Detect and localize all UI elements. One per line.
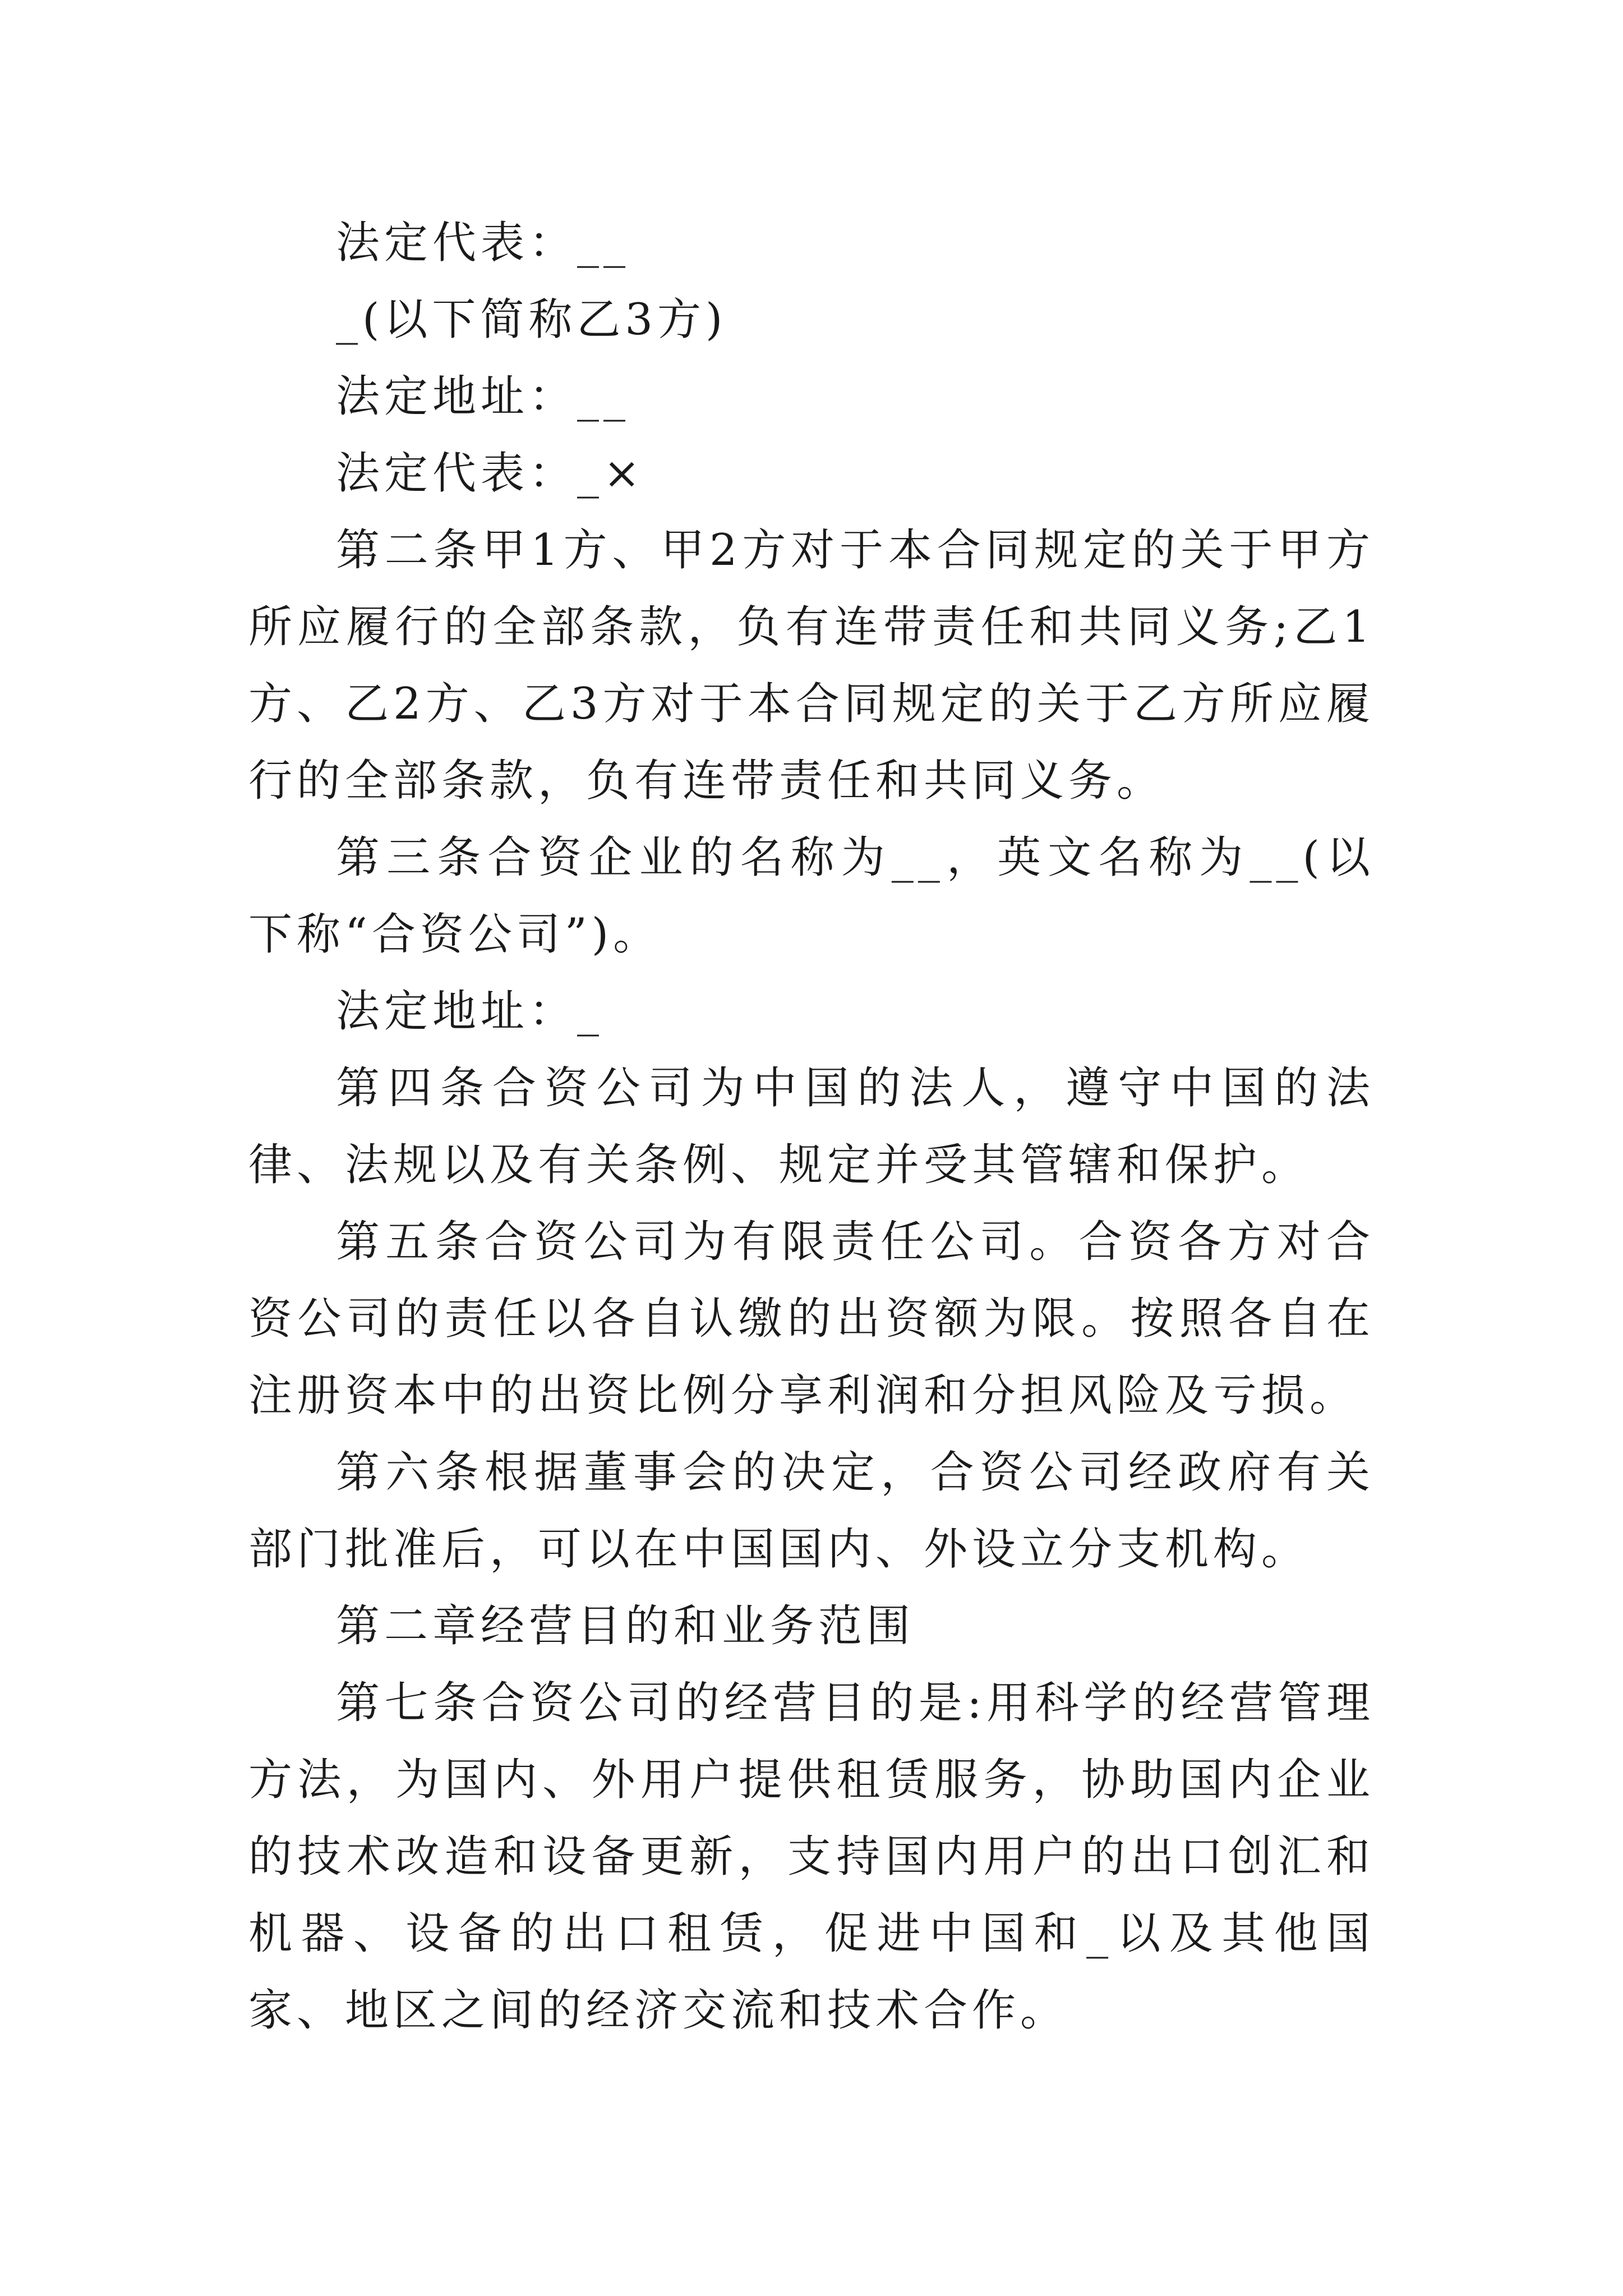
chapter-heading: 第二章经营目的和业务范围 [336,1601,915,1651]
paragraph-legal-representative-2: 法定代表：_× [336,448,645,499]
document-body [248,205,1375,2049]
paragraph-legal-representative: 法定代表：__ [336,218,630,268]
paragraph-article-2: 第二条甲1方、甲2方对于本合同规定的关于甲方所应履行的全部条款，负有连带责任和共同义务;乙1方、乙2方、乙3方对于本合同规定的关于乙方所应履行的全部条款，负有连带责任和共同义务。 [248,525,1375,806]
paragraph-article-7: 第七条合资公司的经营目的是:用科学的经营管理方法，为国内、外用户提供租赁服务，协助国内企业的技术改造和设备更新，支持国内用户的出口创汇和机器、设备的出口租赁，促进中国和_以及其他国家、地区之间的经济交流和技术合作。 [248,1678,1375,2036]
paragraph-legal-address: 法定地址：__ [336,371,630,422]
paragraph-legal-address-2: 法定地址：_ [336,986,604,1037]
paragraph-article-3: 第三条合资企业的名称为__，英文名称为__(以下称“合资公司”)。 [248,832,1375,960]
paragraph-article-6: 第六条根据董事会的决定，合资公司经政府有关部门批准后，可以在中国国内、外设立分支机构。 [248,1447,1375,1575]
paragraph-article-4: 第四条合资公司为中国的法人，遵守中国的法律、法规以及有关条例、规定并受其管辖和保护。 [248,1063,1375,1190]
paragraph-party-b3: _(以下简称乙3方) [336,295,727,345]
paragraph-article-5: 第五条合资公司为有限责任公司。合资各方对合资公司的责任以各自认缴的出资额为限。按照各自在注册资本中的出资比例分享利润和分担风险及亏损。 [248,1217,1375,1421]
